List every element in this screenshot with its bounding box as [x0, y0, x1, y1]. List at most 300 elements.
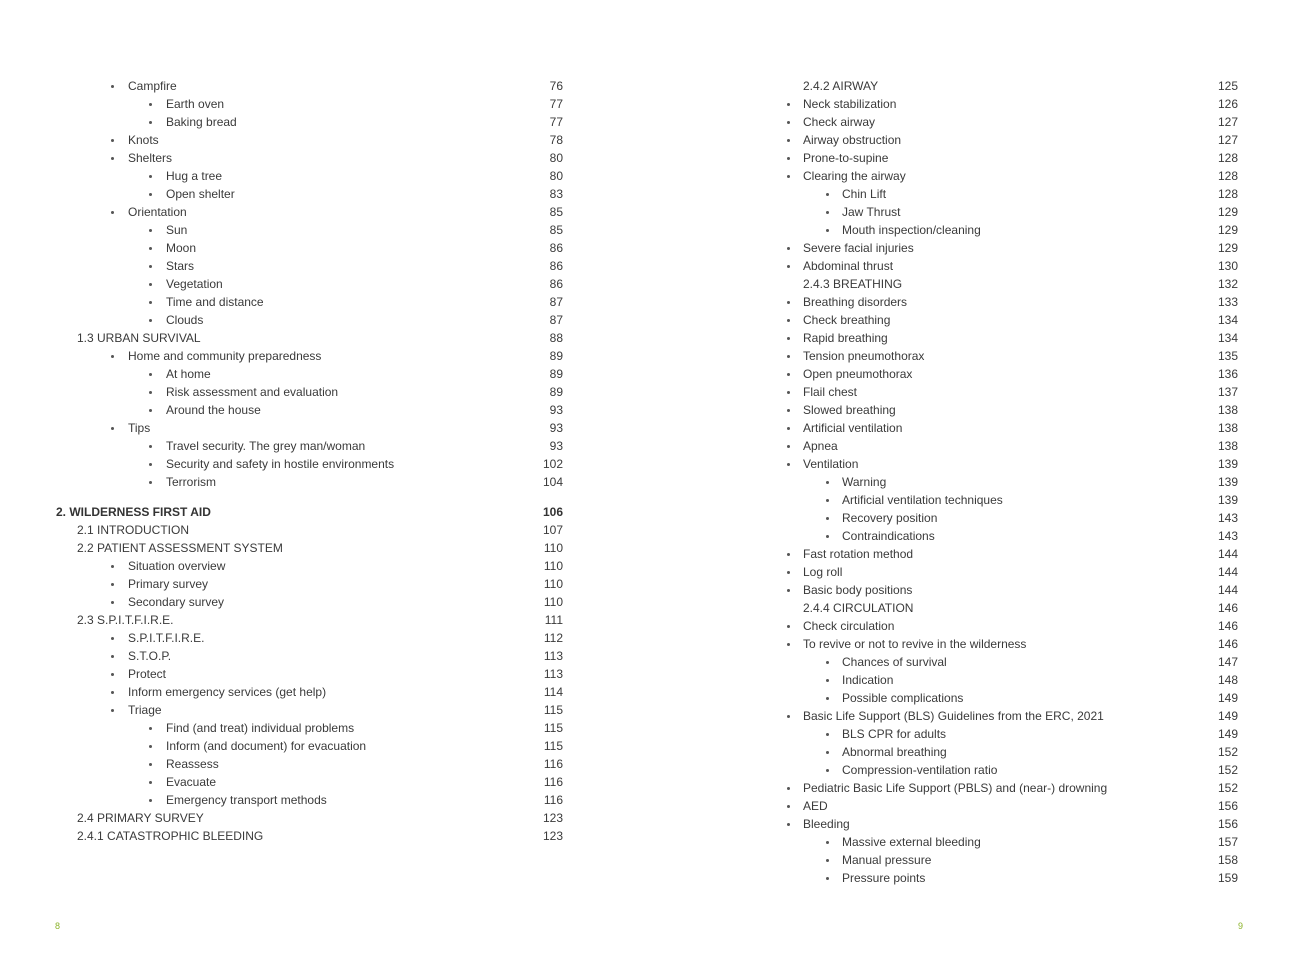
- bullet-icon: [149, 373, 152, 376]
- toc-entry-page: 139: [1217, 475, 1238, 489]
- toc-entry-page: 102: [542, 457, 563, 471]
- toc-entry-title: Campfire: [128, 79, 177, 93]
- toc-entry-page: 104: [542, 475, 563, 489]
- toc-entry-page: 128: [1217, 169, 1238, 183]
- bullet-icon: [787, 319, 790, 322]
- bullet-icon: [826, 877, 829, 880]
- toc-entry-title: Basic body positions: [803, 583, 913, 597]
- toc-entry: [753, 419, 1238, 437]
- toc-entry: [753, 311, 1238, 329]
- toc-entry-page: 123: [542, 829, 563, 843]
- toc-entry: [753, 167, 1238, 185]
- toc-entry-title: AED: [803, 799, 828, 813]
- toc-entry-page: 87: [549, 313, 563, 327]
- bullet-icon: [111, 673, 114, 676]
- toc-entry-title: Moon: [166, 241, 197, 255]
- toc-entry: [753, 383, 1238, 401]
- toc-entry-page: 144: [1217, 583, 1238, 597]
- toc-entry-title: Artificial ventilation techniques: [842, 493, 1003, 507]
- toc-entry-page: 134: [1217, 331, 1238, 345]
- toc-entry-page: 152: [1217, 781, 1238, 795]
- toc-entry-page: 125: [1217, 79, 1238, 93]
- toc-entry-title: Find (and treat) individual problems: [166, 721, 355, 735]
- toc-entry-page: 112: [543, 631, 563, 645]
- bullet-icon: [149, 103, 152, 106]
- toc-entry-page: 139: [1217, 457, 1238, 471]
- toc-entry-page: 106: [542, 505, 563, 519]
- toc-entry-page: 85: [549, 223, 563, 237]
- bullet-icon: [787, 463, 790, 466]
- toc-entry-page: 144: [1217, 565, 1238, 579]
- toc-entry-title: 2.4.4 CIRCULATION: [803, 601, 914, 615]
- toc-entry-title: Around the house: [166, 403, 261, 417]
- toc-entry: [56, 809, 563, 827]
- toc-entry: [753, 581, 1238, 599]
- toc-left-column: [56, 77, 563, 845]
- toc-entry-page: 143: [1217, 529, 1238, 543]
- toc-entry-title: Airway obstruction: [803, 133, 902, 147]
- bullet-icon: [787, 355, 790, 358]
- bullet-icon: [787, 643, 790, 646]
- toc-entry-title: At home: [166, 367, 211, 381]
- bullet-icon: [149, 301, 152, 304]
- toc-entry-title: Abnormal breathing: [842, 745, 947, 759]
- toc-entry-page: 152: [1217, 745, 1238, 759]
- bullet-icon: [826, 193, 829, 196]
- toc-entry-title: Pressure points: [842, 871, 926, 885]
- bullet-icon: [111, 709, 114, 712]
- toc-entry-title: Baking bread: [166, 115, 237, 129]
- bullet-icon: [111, 691, 114, 694]
- toc-entry-title: Reassess: [166, 757, 219, 771]
- toc-entry-title: Evacuate: [166, 775, 217, 789]
- toc-entry: [56, 665, 563, 683]
- toc-entry-title: Manual pressure: [842, 853, 932, 867]
- toc-entry: [56, 611, 563, 629]
- bullet-icon: [787, 139, 790, 142]
- bullet-icon: [149, 283, 152, 286]
- toc-entry-page: 159: [1217, 871, 1238, 885]
- toc-entry: [56, 737, 563, 755]
- bullet-icon: [787, 337, 790, 340]
- toc-entry-title: Tension pneumothorax: [803, 349, 925, 363]
- toc-entry-page: 115: [543, 739, 563, 753]
- toc-entry-page: 144: [1217, 547, 1238, 561]
- toc-entry-title: Knots: [128, 133, 159, 147]
- toc-entry-page: 146: [1217, 637, 1238, 651]
- bullet-icon: [826, 841, 829, 844]
- toc-entry: [753, 617, 1238, 635]
- toc-entry-title: Check circulation: [803, 619, 895, 633]
- bullet-icon: [787, 373, 790, 376]
- toc-entry-title: Clouds: [166, 313, 204, 327]
- toc-entry: [753, 347, 1238, 365]
- toc-entry-title: To revive or not to revive in the wilderness: [803, 637, 1027, 651]
- toc-entry-page: 130: [1217, 259, 1238, 273]
- bullet-icon: [111, 583, 114, 586]
- toc-entry-page: 128: [1217, 187, 1238, 201]
- toc-entry: [753, 743, 1238, 761]
- toc-entry-page: 127: [1217, 115, 1238, 129]
- toc-entry-page: 132: [1217, 277, 1238, 291]
- toc-entry: [753, 149, 1238, 167]
- bullet-icon: [787, 787, 790, 790]
- toc-entry: [753, 545, 1238, 563]
- toc-entry: [753, 491, 1238, 509]
- toc-entry: [56, 701, 563, 719]
- bullet-icon: [787, 301, 790, 304]
- toc-entry-page: 93: [549, 439, 563, 453]
- toc-entry-page: 158: [1217, 853, 1238, 867]
- toc-entry-page: 111: [544, 613, 563, 627]
- bullet-icon: [149, 799, 152, 802]
- toc-entry: [753, 671, 1238, 689]
- toc-entry-page: 77: [549, 115, 563, 129]
- toc-entry-title: Massive external bleeding: [842, 835, 981, 849]
- toc-entry-page: 89: [549, 349, 563, 363]
- toc-entry-title: Check breathing: [803, 313, 891, 327]
- toc-entry: [753, 275, 1238, 293]
- toc-entry-title: 2.4 PRIMARY SURVEY: [77, 811, 204, 825]
- bullet-icon: [787, 175, 790, 178]
- toc-entry: [56, 773, 563, 791]
- toc-entry: [753, 293, 1238, 311]
- bullet-icon: [826, 661, 829, 664]
- toc-entry: [56, 593, 563, 611]
- toc-entry: [753, 599, 1238, 617]
- bullet-icon: [826, 859, 829, 862]
- toc-entry: [56, 629, 563, 647]
- bullet-icon: [826, 733, 829, 736]
- toc-entry-title: 2.2 PATIENT ASSESSMENT SYSTEM: [77, 541, 283, 555]
- toc-entry: [56, 275, 563, 293]
- bullet-icon: [111, 601, 114, 604]
- toc-entry-title: Primary survey: [128, 577, 209, 591]
- toc-entry-page: 116: [543, 775, 563, 789]
- toc-entry: [56, 827, 563, 845]
- toc-entry: [753, 653, 1238, 671]
- toc-entry-title: Log roll: [803, 565, 843, 579]
- bullet-icon: [111, 637, 114, 640]
- toc-entry-page: 138: [1217, 439, 1238, 453]
- toc-entry-page: 110: [543, 595, 563, 609]
- bullet-icon: [787, 805, 790, 808]
- toc-entry: [753, 113, 1238, 131]
- toc-entry-page: 133: [1217, 295, 1238, 309]
- toc-entry-title: BLS CPR for adults: [842, 727, 947, 741]
- toc-entry: [56, 557, 563, 575]
- toc-entry: [56, 329, 563, 347]
- toc-entry: [753, 779, 1238, 797]
- bullet-icon: [149, 175, 152, 178]
- toc-entry-page: 123: [542, 811, 563, 825]
- bullet-icon: [787, 625, 790, 628]
- toc-entry: [56, 473, 563, 491]
- bullet-icon: [149, 121, 152, 124]
- toc-entry-title: Abdominal thrust: [803, 259, 894, 273]
- toc-entry-page: 76: [549, 79, 563, 93]
- toc-right-column: [753, 77, 1238, 887]
- toc-entry-page: 135: [1217, 349, 1238, 363]
- toc-entry: [753, 869, 1238, 887]
- bullet-icon: [149, 247, 152, 250]
- toc-entry: [56, 239, 563, 257]
- toc-entry-title: Triage: [128, 703, 162, 717]
- toc-entry: [56, 437, 563, 455]
- toc-entry-title: Home and community preparedness: [128, 349, 322, 363]
- toc-entry: [753, 473, 1238, 491]
- page-number-left: 8: [55, 921, 61, 931]
- toc-entry-page: 127: [1217, 133, 1238, 147]
- toc-entry-title: Rapid breathing: [803, 331, 888, 345]
- toc-entry-title: Situation overview: [128, 559, 226, 573]
- toc-entry-page: 128: [1217, 151, 1238, 165]
- toc-entry: [56, 131, 563, 149]
- bullet-icon: [149, 745, 152, 748]
- toc-entry: [56, 167, 563, 185]
- toc-entry-title: Travel security. The grey man/woman: [166, 439, 366, 453]
- bullet-icon: [787, 409, 790, 412]
- toc-entry: [753, 77, 1238, 95]
- toc-entry-title: Chances of survival: [842, 655, 947, 669]
- toc-entry: [753, 707, 1238, 725]
- bullet-icon: [111, 427, 114, 430]
- toc-entry-title: Artificial ventilation: [803, 421, 903, 435]
- bullet-icon: [149, 265, 152, 268]
- toc-entry-title: Time and distance: [166, 295, 264, 309]
- toc-entry: [753, 437, 1238, 455]
- toc-entry: [753, 797, 1238, 815]
- toc-entry-title: 2.1 INTRODUCTION: [77, 523, 190, 537]
- toc-entry-title: Possible complications: [842, 691, 964, 705]
- toc-entry-title: 2. WILDERNESS FIRST AID: [56, 505, 211, 519]
- toc-entry: [753, 761, 1238, 779]
- toc-entry-page: 86: [549, 277, 563, 291]
- toc-entry: [56, 719, 563, 737]
- bullet-icon: [787, 265, 790, 268]
- toc-entry-title: Fast rotation method: [803, 547, 914, 561]
- toc-entry: [56, 113, 563, 131]
- toc-entry: [56, 293, 563, 311]
- toc-entry-page: 77: [549, 97, 563, 111]
- toc-entry-title: Inform emergency services (get help): [128, 685, 327, 699]
- toc-entry: [753, 455, 1238, 473]
- toc-entry-title: S.P.I.T.F.I.R.E.: [128, 631, 205, 645]
- bullet-icon: [149, 193, 152, 196]
- toc-entry: [753, 833, 1238, 851]
- toc-entry-title: Open shelter: [166, 187, 235, 201]
- bullet-icon: [149, 409, 152, 412]
- toc-entry-page: 157: [1217, 835, 1238, 849]
- toc-entry: [56, 521, 563, 539]
- bullet-icon: [826, 535, 829, 538]
- toc-entry: [753, 95, 1238, 113]
- bullet-icon: [149, 763, 152, 766]
- toc-entry-title: Flail chest: [803, 385, 858, 399]
- toc-entry: [753, 329, 1238, 347]
- bullet-icon: [111, 355, 114, 358]
- bullet-icon: [149, 781, 152, 784]
- toc-entry-page: 156: [1217, 799, 1238, 813]
- toc-entry-page: 146: [1217, 619, 1238, 633]
- toc-entry-page: 146: [1217, 601, 1238, 615]
- toc-entry-title: Prone-to-supine: [803, 151, 889, 165]
- toc-entry: [56, 539, 563, 557]
- bullet-icon: [826, 211, 829, 214]
- toc-entry-page: 80: [549, 169, 563, 183]
- toc-entry-page: 89: [549, 367, 563, 381]
- toc-entry: [753, 203, 1238, 221]
- toc-entry-title: Secondary survey: [128, 595, 225, 609]
- toc-entry: [56, 77, 563, 95]
- bullet-icon: [111, 139, 114, 142]
- toc-entry-page: 152: [1217, 763, 1238, 777]
- toc-entry: [56, 791, 563, 809]
- bullet-icon: [826, 697, 829, 700]
- toc-entry-title: 2.3 S.P.I.T.F.I.R.E.: [77, 613, 174, 627]
- bullet-icon: [149, 445, 152, 448]
- toc-entry: [56, 95, 563, 113]
- bullet-icon: [787, 445, 790, 448]
- toc-entry-page: 149: [1217, 691, 1238, 705]
- toc-entry-page: 136: [1217, 367, 1238, 381]
- toc-entry-page: 116: [543, 757, 563, 771]
- toc-entry: [56, 185, 563, 203]
- toc-entry-title: Shelters: [128, 151, 173, 165]
- toc-entry-page: 78: [549, 133, 563, 147]
- bullet-icon: [787, 571, 790, 574]
- toc-entry-page: 115: [543, 721, 563, 735]
- bullet-icon: [111, 85, 114, 88]
- toc-entry-title: Warning: [842, 475, 887, 489]
- toc-entry: [753, 527, 1238, 545]
- toc-entry-title: Terrorism: [166, 475, 216, 489]
- toc-entry: [56, 503, 563, 521]
- toc-entry: [753, 131, 1238, 149]
- toc-entry-page: 93: [549, 421, 563, 435]
- toc-entry: [753, 257, 1238, 275]
- toc-entry-title: S.T.O.P.: [128, 649, 172, 663]
- toc-entry-title: Bleeding: [803, 817, 850, 831]
- toc-entry: [753, 851, 1238, 869]
- toc-entry-title: Vegetation: [166, 277, 223, 291]
- bullet-icon: [826, 499, 829, 502]
- toc-entry: [753, 401, 1238, 419]
- bullet-icon: [826, 481, 829, 484]
- toc-entry: [56, 401, 563, 419]
- toc-entry-page: 143: [1217, 511, 1238, 525]
- toc-entry: [56, 683, 563, 701]
- toc-entry: [56, 347, 563, 365]
- toc-entry-title: Stars: [166, 259, 195, 273]
- toc-entry-page: 129: [1217, 205, 1238, 219]
- bullet-icon: [787, 715, 790, 718]
- toc-entry-title: Security and safety in hostile environments: [166, 457, 395, 471]
- toc-entry-page: 138: [1217, 403, 1238, 417]
- toc-entry-title: Basic Life Support (BLS) Guidelines from the ERC, 2021: [803, 709, 1104, 723]
- toc-entry: [56, 755, 563, 773]
- toc-entry-page: 149: [1217, 709, 1238, 723]
- toc-entry-title: Risk assessment and evaluation: [166, 385, 339, 399]
- toc-entry-page: 156: [1217, 817, 1238, 831]
- bullet-icon: [826, 679, 829, 682]
- toc-entry-title: Compression-ventilation ratio: [842, 763, 998, 777]
- toc-entry-title: Tips: [128, 421, 151, 435]
- toc-entry-page: 115: [543, 703, 563, 717]
- toc-entry: [753, 725, 1238, 743]
- toc-entry-title: Mouth inspection/cleaning: [842, 223, 981, 237]
- toc-entry-title: Recovery position: [842, 511, 938, 525]
- bullet-icon: [787, 247, 790, 250]
- toc-entry-page: 87: [549, 295, 563, 309]
- toc-entry-title: Protect: [128, 667, 167, 681]
- toc-entry-page: 114: [543, 685, 563, 699]
- toc-entry-title: 2.4.1 CATASTROPHIC BLEEDING: [77, 829, 264, 843]
- bullet-icon: [149, 229, 152, 232]
- toc-entry-page: 129: [1217, 223, 1238, 237]
- toc-entry-title: Apnea: [803, 439, 838, 453]
- toc-entry-page: 147: [1217, 655, 1238, 669]
- toc-entry-title: Earth oven: [166, 97, 225, 111]
- toc-entry-page: 93: [549, 403, 563, 417]
- toc-entry-title: Contraindications: [842, 529, 935, 543]
- toc-entry-title: Inform (and document) for evacuation: [166, 739, 367, 753]
- toc-entry-title: Clearing the airway: [803, 169, 906, 183]
- bullet-icon: [149, 463, 152, 466]
- bullet-icon: [787, 427, 790, 430]
- toc-entry-title: Hug a tree: [166, 169, 223, 183]
- toc-entry: [56, 365, 563, 383]
- bullet-icon: [787, 103, 790, 106]
- toc-entry-page: 107: [542, 523, 563, 537]
- bullet-icon: [826, 229, 829, 232]
- toc-entry-title: Orientation: [128, 205, 187, 219]
- toc-entry-page: 110: [543, 541, 563, 555]
- toc-entry-title: 1.3 URBAN SURVIVAL: [77, 331, 201, 345]
- toc-entry-page: 80: [549, 151, 563, 165]
- toc-entry-page: 126: [1217, 97, 1238, 111]
- toc-entry-page: 110: [543, 577, 563, 591]
- toc-entry-title: Neck stabilization: [803, 97, 897, 111]
- toc-entry-page: 113: [543, 649, 563, 663]
- toc-entry-title: Slowed breathing: [803, 403, 896, 417]
- toc-entry: [56, 221, 563, 239]
- toc-entry: [753, 509, 1238, 527]
- toc-entry: [56, 575, 563, 593]
- toc-entry: [753, 239, 1238, 257]
- toc-entry-page: 116: [543, 793, 563, 807]
- toc-entry: [753, 185, 1238, 203]
- toc-entry-title: Pediatric Basic Life Support (PBLS) and (near-) drowning: [803, 781, 1108, 795]
- bullet-icon: [111, 655, 114, 658]
- toc-entry: [753, 815, 1238, 833]
- toc-entry-title: 2.4.3 BREATHING: [803, 277, 903, 291]
- toc-entry-page: 88: [549, 331, 563, 345]
- toc-entry-page: 129: [1217, 241, 1238, 255]
- toc-entry-page: 85: [549, 205, 563, 219]
- toc-entry-title: Ventilation: [803, 457, 859, 471]
- bullet-icon: [787, 157, 790, 160]
- toc-entry-title: Severe facial injuries: [803, 241, 914, 255]
- toc-entry: [56, 647, 563, 665]
- toc-entry: [56, 149, 563, 167]
- toc-entry-title: Chin Lift: [842, 187, 887, 201]
- bullet-icon: [111, 211, 114, 214]
- toc-entry: [753, 563, 1238, 581]
- toc-entry-page: 134: [1217, 313, 1238, 327]
- toc-entry-page: 139: [1217, 493, 1238, 507]
- bullet-icon: [111, 565, 114, 568]
